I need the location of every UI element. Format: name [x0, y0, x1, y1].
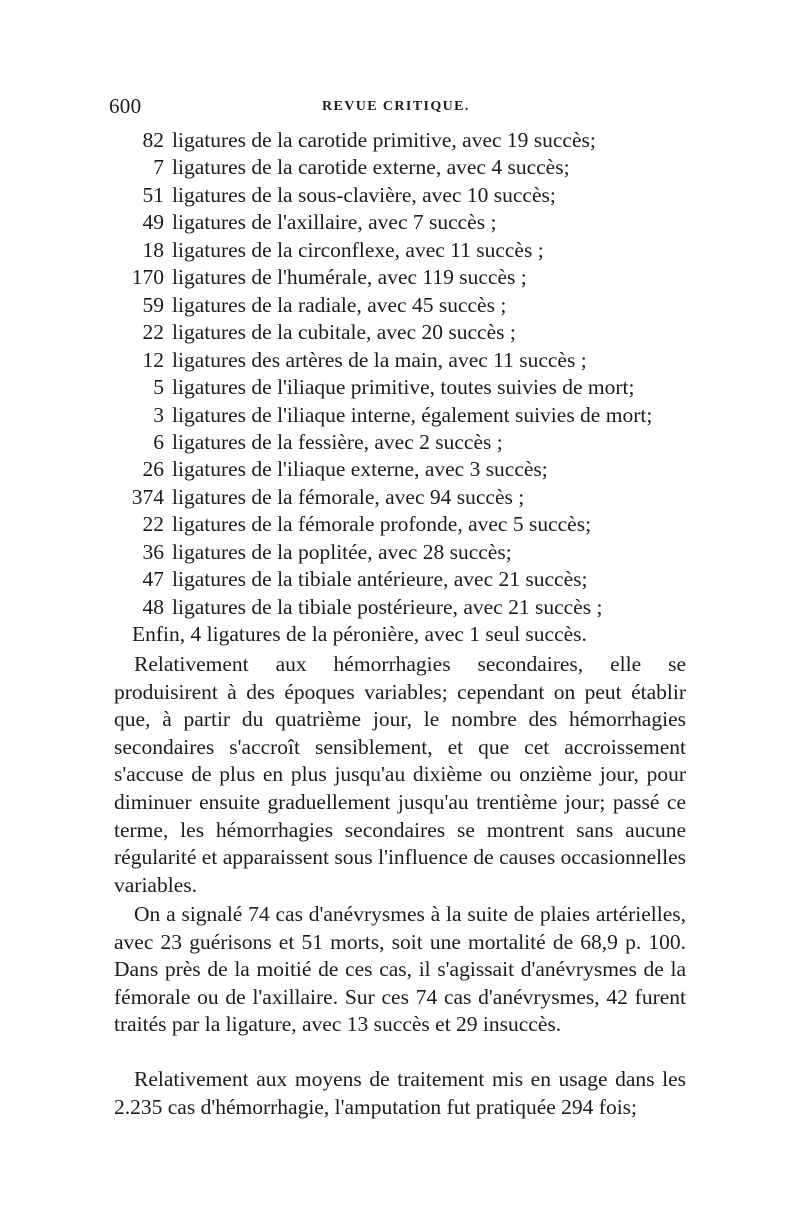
ligature-count: 82: [142, 128, 164, 152]
list-item: [108, 539, 698, 566]
ligature-count: 59: [142, 292, 164, 317]
list-item: [108, 237, 698, 264]
ligature-text: ligatures de l'iliaque externe, avec 3 succès;: [172, 457, 548, 482]
paragraph-aneurysms: On a signalé 74 cas d'anévrysmes à la suite de plaies artérielles, avec 23 guérisons et 51 morts, soit une mortalité de 68,9 p. 100. Dans près de la moitié de ces cas, il s'agissait d'anévrysmes de la fémorale ou de l'axillaire. Sur ces 74 cas d'anévrysmes, 42 furent traités par la ligature, avec 13 succès et 29 insuccès.: [114, 902, 686, 1037]
ligature-text: ligatures de l'humérale, avec 119 succès ;: [172, 265, 527, 290]
list-item: [108, 347, 698, 374]
ligature-text: ligatures de la fémorale profonde, avec 5 succès;: [172, 512, 592, 537]
ligature-text: ligatures de la carotide externe, avec 4 succès;: [172, 155, 570, 180]
list-item: [108, 429, 698, 456]
ligature-text: ligatures de la carotide primitive, avec 19 succès;: [172, 128, 596, 152]
ligature-list: [108, 127, 698, 649]
list-item: [108, 209, 698, 236]
ligature-text: ligatures de la fessière, avec 2 succès ;: [172, 429, 503, 454]
ligature-count: 7: [153, 155, 164, 180]
list-item: [108, 127, 698, 154]
ligature-count: 3: [153, 402, 164, 427]
ligature-count: 49: [142, 210, 164, 235]
ligature-text: ligatures de la fémorale, avec 94 succès ;: [172, 484, 525, 509]
ligature-count: 51: [142, 182, 164, 207]
ligature-count: 26: [142, 457, 164, 482]
ligature-text: ligatures de la sous-clavière, avec 10 succès;: [172, 182, 556, 207]
ligature-summary-line: Enfin, 4 ligatures de la péronière, avec 1 seul succès.: [132, 622, 587, 647]
ligature-text: ligatures de la tibiale antérieure, avec 21 succès;: [172, 567, 588, 592]
ligature-count: 5: [153, 375, 164, 400]
list-item: [108, 319, 698, 346]
ligature-text: ligatures de la circonflexe, avec 11 succès ;: [172, 237, 544, 262]
ligature-text: ligatures de la cubitale, avec 20 succès ;: [172, 320, 516, 345]
ligature-count: 170: [131, 265, 164, 290]
page-number: 600: [109, 94, 142, 118]
ligature-text: ligatures de la radiale, avec 45 succès ;: [172, 292, 507, 317]
ligature-text: ligatures de l'iliaque interne, également suivies de mort;: [172, 402, 653, 427]
list-item: [108, 594, 698, 621]
list-item: [108, 484, 698, 511]
ligature-text: ligatures de la poplitée, avec 28 succès;: [172, 539, 512, 564]
ligature-text: ligatures des artères de la main, avec 11 succès ;: [172, 347, 587, 372]
list-item: [108, 182, 698, 209]
list-item: [108, 374, 698, 401]
ligature-text: ligatures de l'axillaire, avec 7 succès ;: [172, 210, 497, 235]
ligature-count: 12: [142, 347, 164, 372]
ligature-text: ligatures de l'iliaque primitive, toutes suivies de mort;: [172, 375, 635, 400]
ligature-count: 22: [142, 320, 164, 345]
list-item: [108, 292, 698, 319]
list-item: [108, 511, 698, 538]
list-item: [108, 566, 698, 593]
ligature-count: 374: [131, 484, 164, 509]
paragraph-secondary-hemorrhages: Relativement aux hémorrhagies secondaires, elle se produisirent à des époques variables; cependant on peut établir que, à partir du quatrième jour, le nombre des hémorrhagies secondaires s'accroît sensiblement, et que cet accroissement s'accuse de plus en plus jusqu'au dixième ou onzième jour, pour diminuer ensuite graduellement jusqu'au trentième jour; passé ce terme, les hémorrhagies secondaires se montrent sans aucune régularité et apparaissent sous l'influence de causes occasionnelles variables.: [114, 652, 686, 897]
paragraph-treatment: Relativement aux moyens de traitement mis en usage dans les 2.235 cas d'hémorrhagie, l'amputation fut pratiquée 294 fois;: [114, 1067, 686, 1119]
list-item: [108, 456, 698, 483]
ligature-count: 22: [142, 512, 164, 537]
list-item: [108, 402, 698, 429]
ligature-count: 48: [142, 594, 164, 619]
ligature-count: 18: [142, 237, 164, 262]
list-item: [108, 264, 698, 291]
ligature-text: ligatures de la tibiale postérieure, avec 21 succès ;: [172, 594, 603, 619]
ligature-count: 47: [142, 567, 164, 592]
ligature-count: 36: [142, 539, 164, 564]
list-item: [108, 154, 698, 181]
ligature-count: 6: [153, 429, 164, 454]
running-head: REVUE CRITIQUE.: [322, 99, 470, 114]
